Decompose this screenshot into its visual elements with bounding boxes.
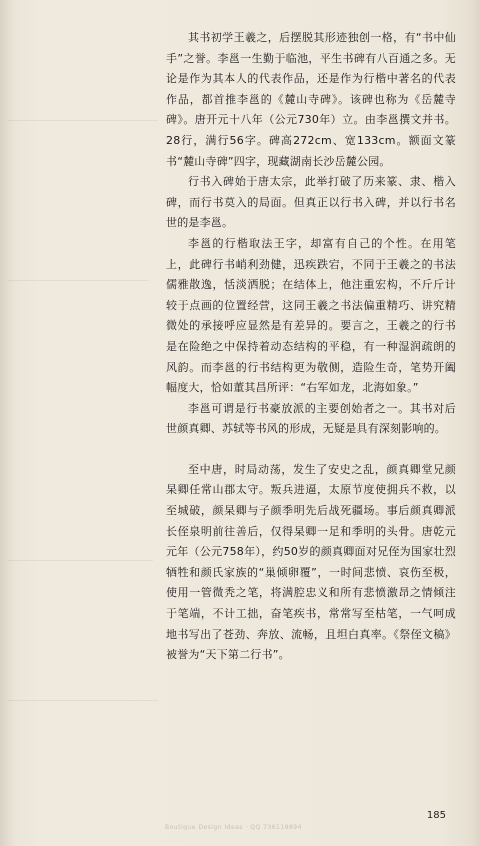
paragraph: 行书入碑始于唐太宗，此举打破了历来篆、隶、楷入碑，而行书莫入的局面。但真正以行书入碑，并以行书名世的是李邕。: [166, 175, 456, 230]
paragraph: 李邕可谓是行书豪放派的主要创始者之一。其书对后世颜真卿、苏轼等书风的形成，无疑是具有深刻影响的。: [166, 401, 456, 436]
body-text: [166, 28, 456, 666]
paragraph: 至中唐，时局动荡，发生了安史之乱，颜真卿堂兄颜杲卿任常山郡太守。叛兵进逼，太原节度使拥兵不救，以至城破，颜杲卿与子颜季明先后战死疆场。事后颜真卿派长侄泉明前往善后，仅得杲卿一足和季明的头骨。唐乾元元年（公元758年），约50岁的颜真卿面对兄侄为国家壮烈牺牲和颜氏家族的“巢倾卵覆”，一时间悲愤、哀伤至极，使用一管微秃之笔，将满腔忠义和所有悲愤激昂之情倾注于笔端，不计工拙，奋笔疾书，常常写至枯笔，一气呵成地书写出了苍劲、奔放、流畅，且坦白真率。《祭侄文稿》被誉为“天下第二行书”。: [166, 462, 456, 662]
page-number: 185: [426, 810, 446, 821]
watermark: Boutique Design Ideas · QQ 736119894: [165, 824, 302, 831]
paragraph: 其书初学王羲之，后摆脱其形迹独创一格，有“书中仙手”之誉。李邕一生勤于临池，平生书碑有八百通之多。无论是作为其本人的代表作品，还是作为行楷中著名的代表作品，都首推李邕的《麓山寺碑》。该碑也称为《岳麓寺碑》。唐开元十八年（公元730年）立。由李邕撰文并书。28行，满行56字。碑高272cm、宽133cm。额面文篆书“麓山寺碑”四字，现藏湖南长沙岳麓公园。: [166, 31, 456, 168]
paragraph: 李邕的行楷取法王字，却富有自己的个性。在用笔上，此碑行书峭利劲健，迅疾跌宕，不同于王羲之的书法儒雅散逸，恬淡洒脱；在结体上，他注重宏构，不斤斤计较于点画的位置经营，这同王羲之书法偏重精巧、讲究精微处的承接呼应显然是有差异的。要言之，王羲之的行书是在险绝之中保持着动态结构的平稳，有一种湿润疏朗的风韵。而李邕的行书结构更为敬侧，造险生奇，笔势开阖幅度大，恰如董其昌所评：“右军如龙，北海如象。”: [166, 236, 456, 395]
